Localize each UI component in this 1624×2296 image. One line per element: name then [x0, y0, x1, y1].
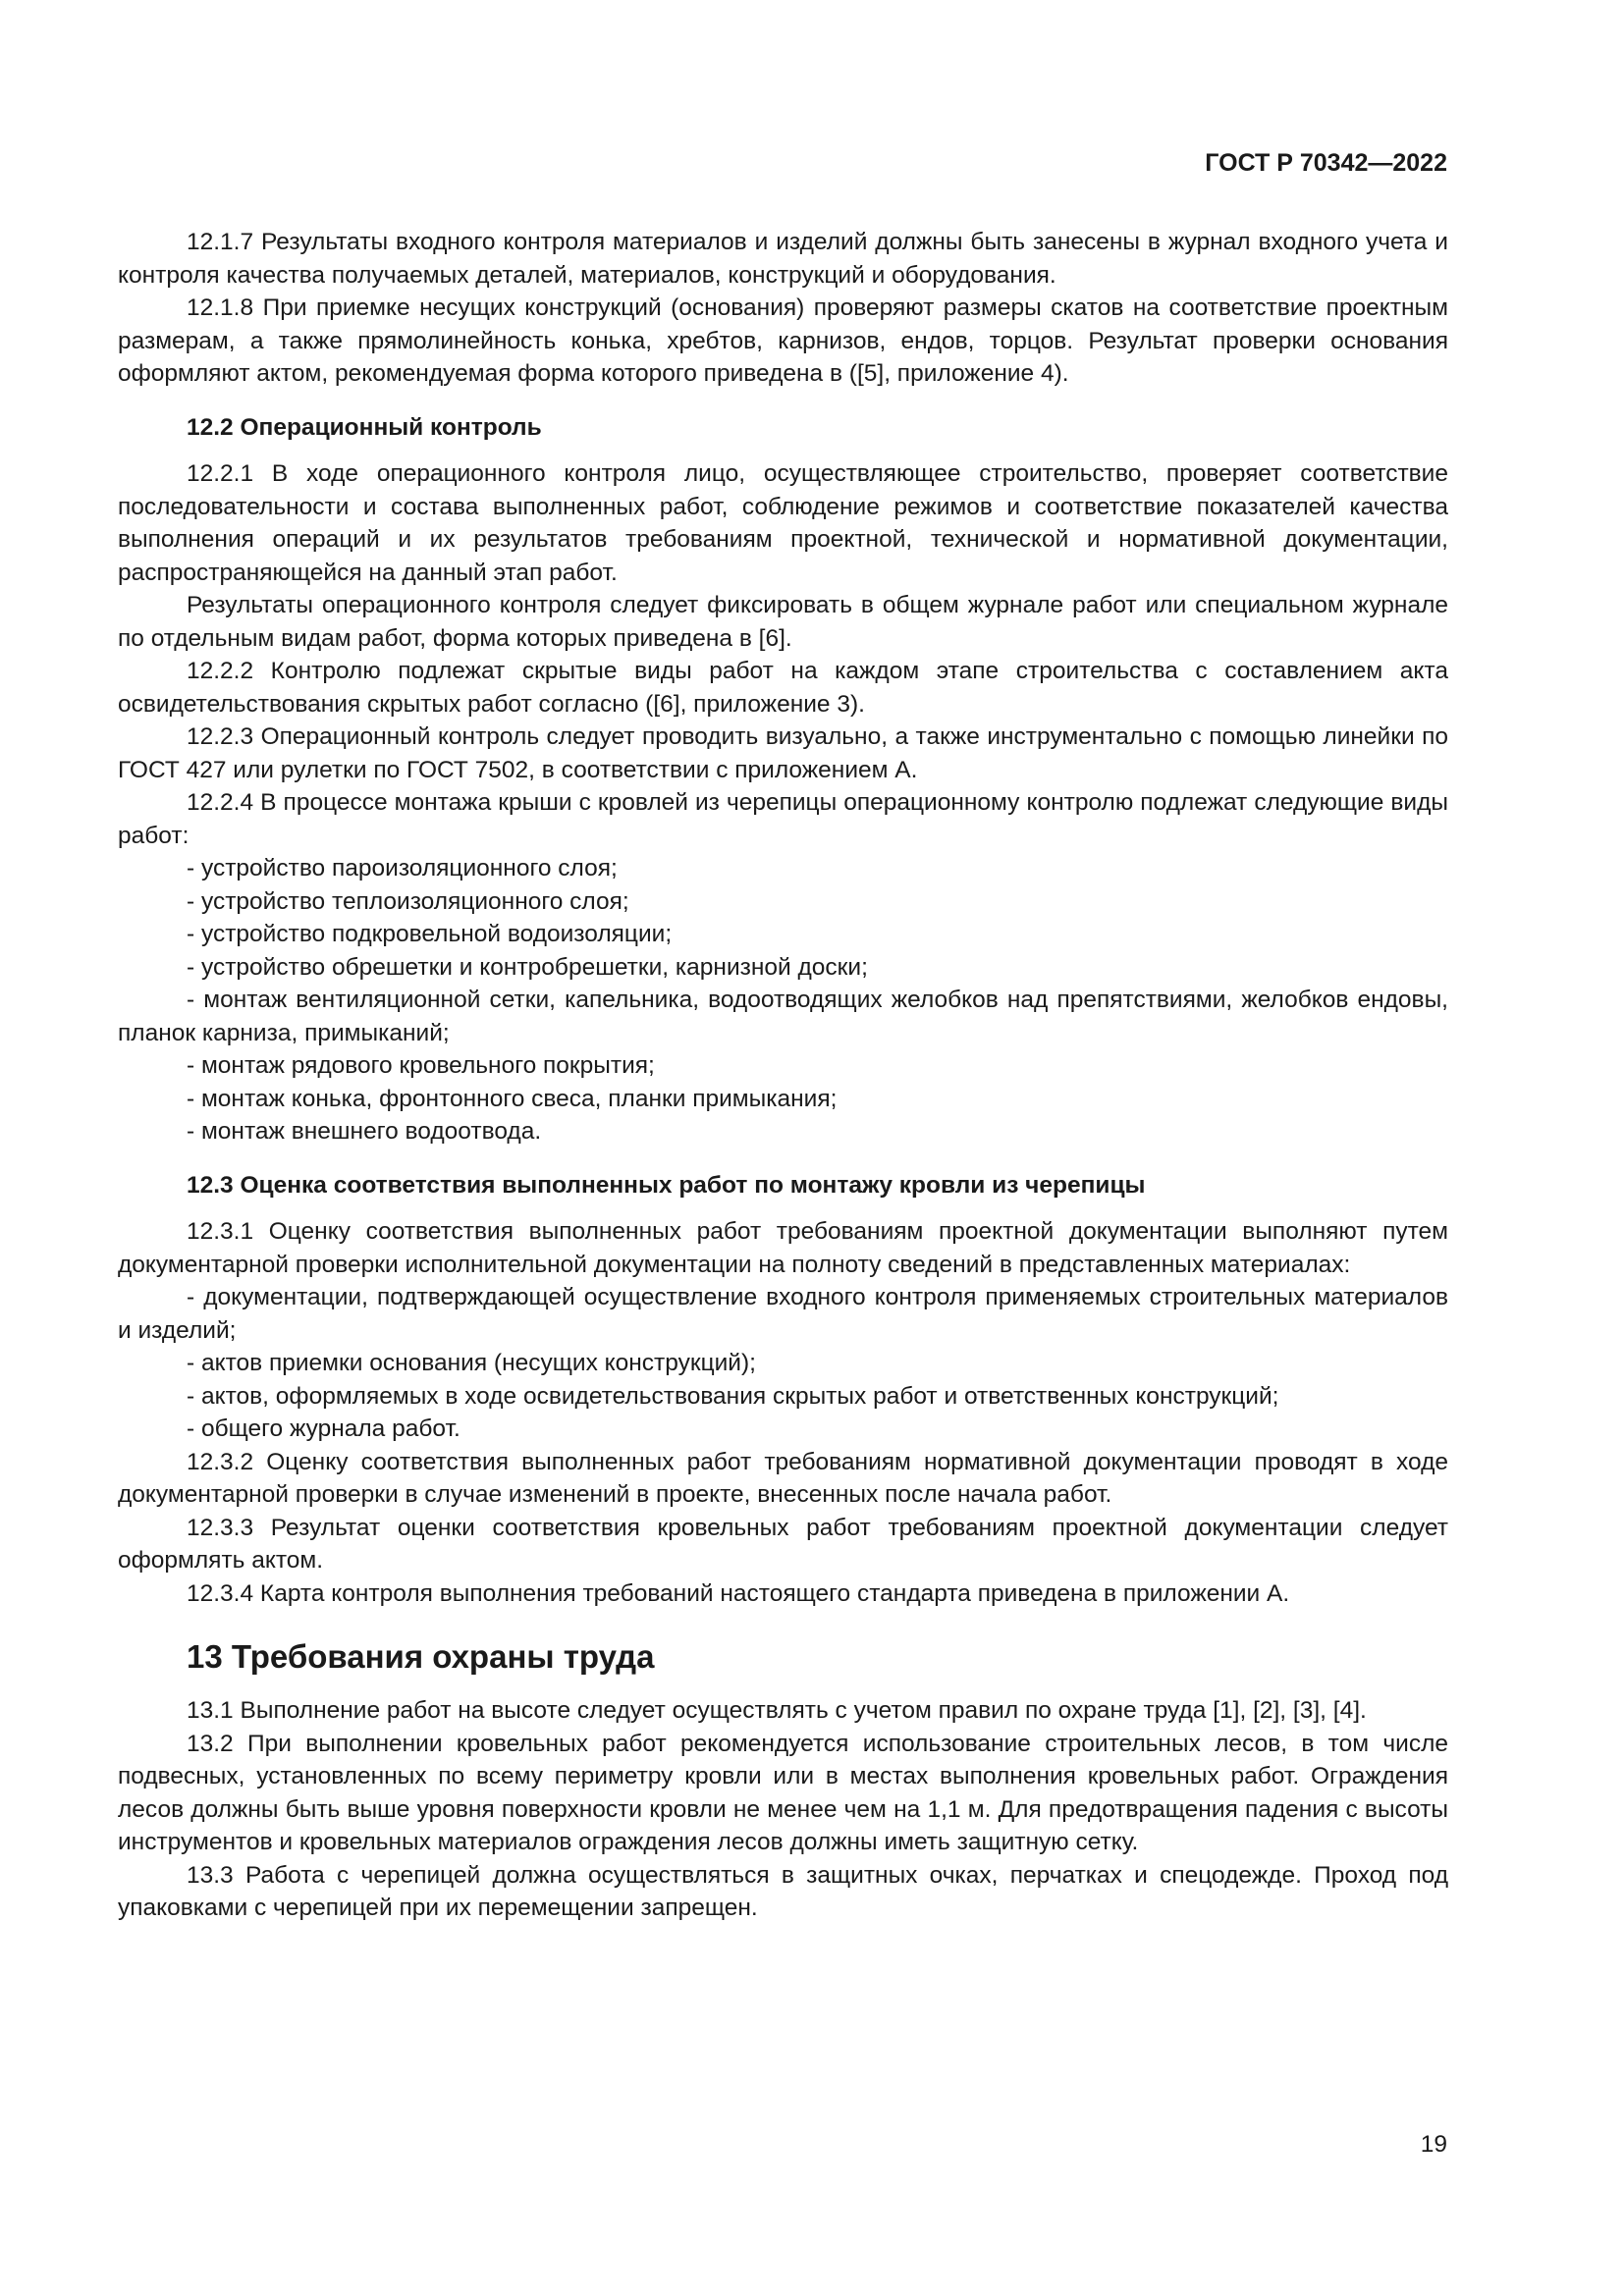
document-body	[118, 226, 1448, 1925]
paragraph-12-3-2: 12.3.2 Оценку соответствия выполненных работ требованиям нормативной документации проводят в ходе документарной проверки в случае изменений в проекте, внесенных после начала работ.	[118, 1448, 1448, 1508]
paragraph-13-1: 13.1 Выполнение работ на высоте следует осуществлять с учетом правил по охране труда [1], [2], [3], [4].	[187, 1697, 1367, 1724]
paragraph-12-2-1: 12.2.1 В ходе операционного контроля лицо, осуществляющее строительство, проверяет соответствие последовательности и состава выполненных работ, соблюдение режимов и соответствие показателей качества выполнения операций и их результатов требованиям проектной, технической и нормативной документации, распространяющейся на данный этап работ.	[118, 460, 1448, 586]
page-number: 19	[1420, 2131, 1447, 2158]
list-item: - устройство обрешетки и контробрешетки, карнизной доски;	[187, 953, 868, 981]
list-item: - общего журнала работ.	[187, 1415, 460, 1442]
list-item: - монтаж рядового кровельного покрытия;	[187, 1052, 655, 1079]
list-item: - документации, подтверждающей осуществление входного контроля применяемых строительных материалов и изделий;	[118, 1284, 1448, 1344]
paragraph-13-2: 13.2 При выполнении кровельных работ рекомендуется использование строительных лесов, в том числе подвесных, установленных по всему периметру кровли или в местах выполнения кровельных работ. Ограждения лесов должны быть выше уровня поверхности кровли не менее чем на 1,1 м. Для предотвращения падения с высоты инструментов и кровельных материалов ограждения лесов должны иметь защитную сетку.	[118, 1730, 1448, 1855]
paragraph-13-3: 13.3 Работа с черепицей должна осуществляться в защитных очках, перчатках и спецодежде. Проход под упаковками с черепицей при их перемещении запрещен.	[118, 1861, 1448, 1921]
list-item: - актов, оформляемых в ходе освидетельствования скрытых работ и ответственных конструкций;	[187, 1382, 1279, 1410]
paragraph-12-2-1-continued: Результаты операционного контроля следует фиксировать в общем журнале работ или специальном журнале по отдельным видам работ, форма которых приведена в [6].	[118, 592, 1448, 652]
paragraph-12-2-4: 12.2.4 В процессе монтажа крыши с кровлей из черепицы операционному контролю подлежат следующие виды работ:	[118, 789, 1448, 849]
paragraph-12-2-2: 12.2.2 Контролю подлежат скрытые виды работ на каждом этапе строительства с составлением акта освидетельствования скрытых работ согласно ([6], приложение 3).	[118, 658, 1448, 718]
list-item: - устройство теплоизоляционного слоя;	[187, 887, 629, 915]
section-heading-12-3: 12.3 Оценка соответствия выполненных работ по монтажу кровли из черепицы	[187, 1171, 1146, 1199]
list-item: - устройство пароизоляционного слоя;	[187, 855, 618, 881]
list-item: - монтаж внешнего водоотвода.	[187, 1118, 542, 1145]
list-item: - монтаж вентиляционной сетки, капельника, водоотводящих желобков над препятствиями, желобков ендовы, планок карниза, примыканий;	[118, 987, 1448, 1046]
paragraph-12-1-8: 12.1.8 При приемке несущих конструкций (основания) проверяют размеры скатов на соответствие проектным размерам, а также прямолинейность конька, хребтов, карнизов, ендов, торцов. Результат проверки основания оформляют актом, рекомендуемая форма которого приведена в ([5], приложение 4).	[118, 294, 1448, 387]
paragraph-12-3-3: 12.3.3 Результат оценки соответствия кровельных работ требованиям проектной документации следует оформлять актом.	[118, 1514, 1448, 1574]
paragraph-12-2-3: 12.2.3 Операционный контроль следует проводить визуально, а также инструментально с помощью линейки по ГОСТ 427 или рулетки по ГОСТ 7502, в соответствии с приложением А.	[118, 723, 1448, 783]
paragraph-12-3-1: 12.3.1 Оценку соответствия выполненных работ требованиям проектной документации выполняют путем документарной проверки исполнительной документации на полноту сведений в представленных материалах:	[118, 1218, 1448, 1278]
section-heading-12-2: 12.2 Операционный контроль	[187, 413, 542, 441]
section-heading-13: 13 Требования охраны труда	[187, 1638, 655, 1675]
paragraph-12-3-4: 12.3.4 Карта контроля выполнения требований настоящего стандарта приведена в приложении А.	[187, 1579, 1290, 1607]
standard-id: ГОСТ Р 70342—2022	[1205, 149, 1447, 177]
list-item: - монтаж конька, фронтонного свеса, планки примыкания;	[187, 1085, 838, 1112]
paragraph-12-1-7: 12.1.7 Результаты входного контроля материалов и изделий должны быть занесены в журнал входного учета и контроля качества получаемых деталей, материалов, конструкций и оборудования.	[118, 229, 1448, 289]
list-item: - устройство подкровельной водоизоляции;	[187, 921, 673, 947]
list-item: - актов приемки основания (несущих конструкций);	[187, 1350, 756, 1376]
